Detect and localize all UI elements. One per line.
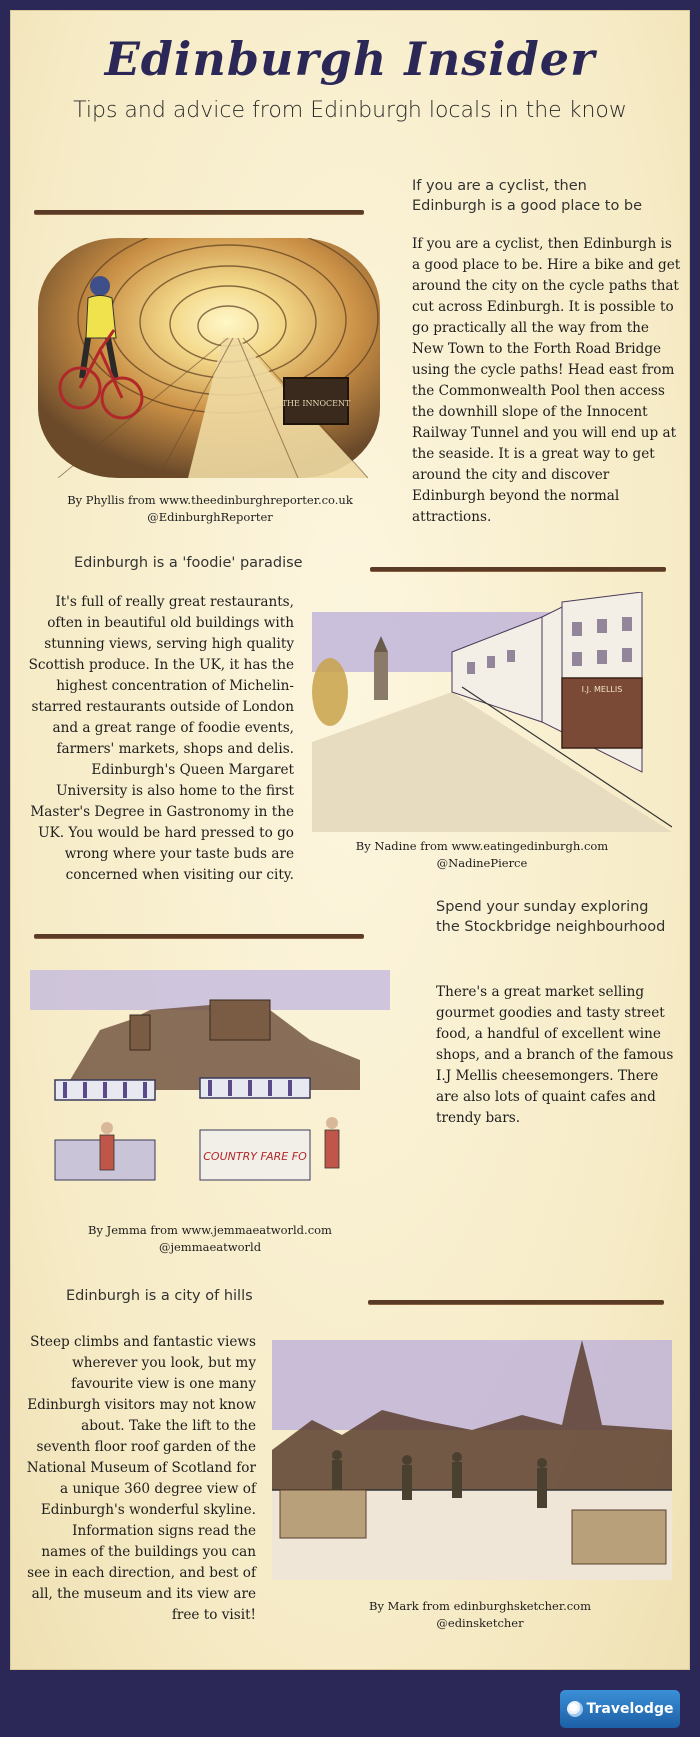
section-body-cycling: If you are a cyclist, then Edinburgh is a good place to be. Hire a bike and get around the city on the cycle paths that cut across Edinburgh. It is possible to go practically all the way from the New Town to the Forth Road Bridge using the cycle paths! Head east from the Commonwealth Pool then access the downhill slope of the Innocent Railway Tunnel and you will end up at the seaside. It is a great way to get around the city and discover Edinburgh beyond the normal attractions. [412,236,681,525]
caption-line: By Mark from edinburghsketcher.com [369,1599,591,1613]
caption-line: @NadinePierce [436,856,528,870]
tunnel-sign-text: THE INNOCENT [281,399,351,408]
caption-line: By Nadine from www.eatingedinburgh.com [355,839,609,853]
divider-rule [368,1300,664,1304]
caption-foodie [352,838,612,872]
caption-line: @edinsketcher [436,1616,524,1630]
caption-stockbridge [60,1222,360,1256]
tunnel-cyclist-sketch [38,238,380,478]
logo-text: Travelodge [586,1701,674,1717]
section-body-stockbridge: There's a great market selling gourmet goodies and tasty street food, a handful of excellent wine shops, and a branch of the famous I.J Mellis cheesemongers. There are also lots of quaint cafes and trendy bars. [436,984,674,1126]
section-heading-stockbridge [436,897,665,937]
market-stall [200,1078,310,1180]
shop-sign-text: I.J. MELLIS [581,685,623,694]
caption-line: By Jemma from www.jemmaeatworld.com [88,1223,332,1237]
caption-hills [330,1598,630,1632]
street-sketch [312,592,672,832]
section-heading-cycling [412,176,642,216]
page-title: Edinburgh Insider [104,32,596,86]
section-heading-foodie [74,553,303,573]
heading-line: Edinburgh is a 'foodie' paradise [74,555,303,571]
divider-rule [34,210,364,214]
caption-cycling [40,492,380,526]
market-castle-sketch [30,970,390,1210]
heading-line: Edinburgh is a good place to be [412,198,643,214]
section-heading-hills [66,1286,253,1306]
section-body-foodie: It's full of really great restaurants, often in beautiful old buildings with stunning views, serving high quality Scottish produce. In the UK, it has the highest concentration of Michelin-starred restaurants outside of London and a great range of foodie events, farmers' markets, shops and delis. Edinburgh's Queen Margaret University is also home to the first Master's Degree in Gastronomy in the UK. You would be hard pressed to go wrong where your taste buds are concerned when visiting our city. [28,594,294,883]
travelodge-logo[interactable] [560,1690,680,1728]
page-subtitle: Tips and advice from Edinburgh locals in the know [73,98,627,123]
heading-line: If you are a cyclist, then [412,178,587,194]
skyline-sketch [272,1340,672,1580]
heading-line: Edinburgh is a city of hills [66,1288,253,1304]
moon-logo-icon [567,1701,583,1717]
heading-line: Spend your sunday exploring [436,899,649,915]
caption-line: By Phyllis from www.theedinburghreporter.co.uk [67,493,353,507]
heading-line: the Stockbridge neighbourhood [436,919,666,935]
divider-rule [34,934,364,938]
stall-sign-text: COUNTRY FARE FO [203,1150,307,1163]
section-body-hills: Steep climbs and fantastic views wherever you look, but my favourite view is one many Edinburgh visitors may not know about. Take the lift to the seventh floor roof garden of the National Museum of Scotland for a unique 360 degree view of Edinburgh's wonderful skyline. Information signs read the names of the buildings you can see in each direction, and best of all, the museum and its view are free to visit! [26,1334,256,1623]
caption-line: @EdinburghReporter [147,510,273,524]
caption-line: @jemmaeatworld [158,1240,262,1254]
divider-rule [370,567,666,571]
